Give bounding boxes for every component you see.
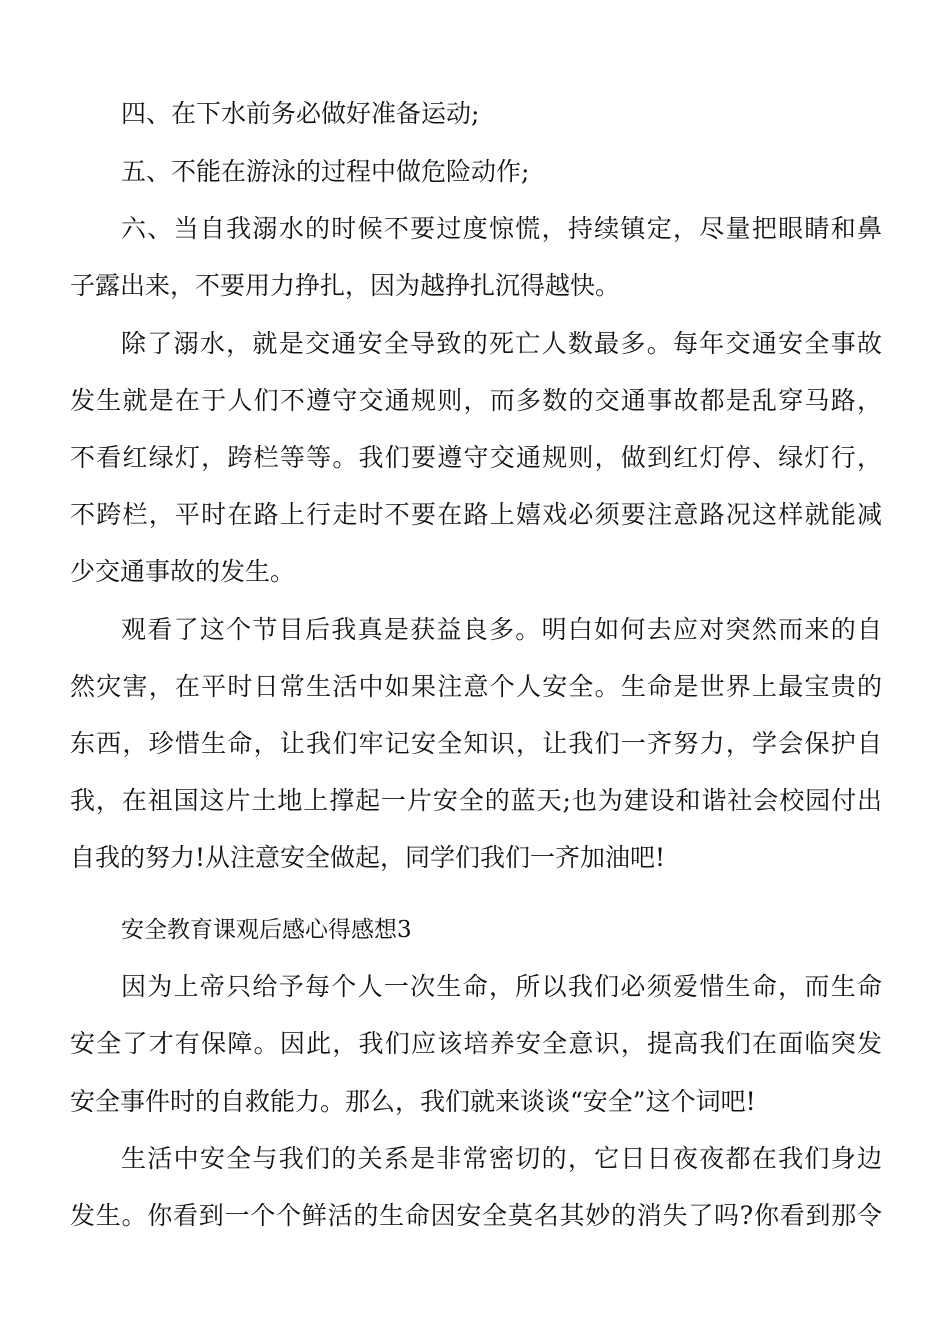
list-item-4: 四、在下水前务必做好准备运动;: [121, 99, 480, 128]
section-heading: 安全教育课观后感心得感想3: [121, 917, 412, 943]
paragraph-reflection-line-2: 然灾害，在平时日常生活中如果注意个人安全。生命是世界上最宝贵的: [70, 672, 882, 701]
list-item-6-line-2: 子露出来，不要用力挣扎，因为越挣扎沉得越快。: [70, 271, 621, 300]
paragraph-reflection-line-3: 东西，珍惜生命，让我们牢记安全知识，让我们一齐努力，学会保护自: [70, 729, 882, 758]
list-item-5: 五、不能在游泳的过程中做危险动作;: [121, 157, 530, 186]
paragraph-traffic-line-2: 发生就是在于人们不遵守交通规则，而多数的交通事故都是乱穿马路，: [70, 386, 882, 415]
paragraph-traffic-line-1: 除了溺水，就是交通安全导致的死亡人数最多。每年交通安全事故: [121, 329, 882, 358]
paragraph-safety-line-2: 发生。你看到一个个鲜活的生命因安全莫名其妙的消失了吗?你看到那令: [70, 1201, 882, 1230]
paragraph-reflection-line-1: 观看了这个节目后我真是获益良多。明白如何去应对突然而来的自: [121, 615, 882, 644]
paragraph-safety-line-1: 生活中安全与我们的关系是非常密切的，它日日夜夜都在我们身边: [121, 1144, 882, 1173]
paragraph-life-line-2: 安全了才有保障。因此，我们应该培养安全意识，提高我们在面临突发: [70, 1029, 882, 1058]
paragraph-traffic-line-4: 不跨栏，平时在路上行走时不要在路上嬉戏必须要注意路况这样就能减: [70, 500, 882, 529]
paragraph-traffic-line-5: 少交通事故的发生。: [70, 557, 296, 586]
paragraph-life-line-1: 因为上帝只给予每个人一次生命，所以我们必须爱惜生命，而生命: [121, 972, 882, 1001]
paragraph-traffic-line-3: 不看红绿灯，跨栏等等。我们要遵守交通规则，做到红灯停、绿灯行，: [70, 443, 882, 472]
paragraph-reflection-line-4: 我，在祖国这片土地上撑起一片安全的蓝天;也为建设和谐社会校园付出: [70, 786, 882, 815]
paragraph-reflection-line-5: 自我的努力!从注意安全做起，同学们我们一齐加油吧!: [70, 843, 666, 872]
list-item-6-line-1: 六、当自我溺水的时候不要过度惊慌，持续镇定，尽量把眼睛和鼻: [121, 214, 882, 243]
paragraph-life-line-3: 安全事件时的自救能力。那么，我们就来谈谈“安全”这个词吧!: [70, 1087, 756, 1116]
